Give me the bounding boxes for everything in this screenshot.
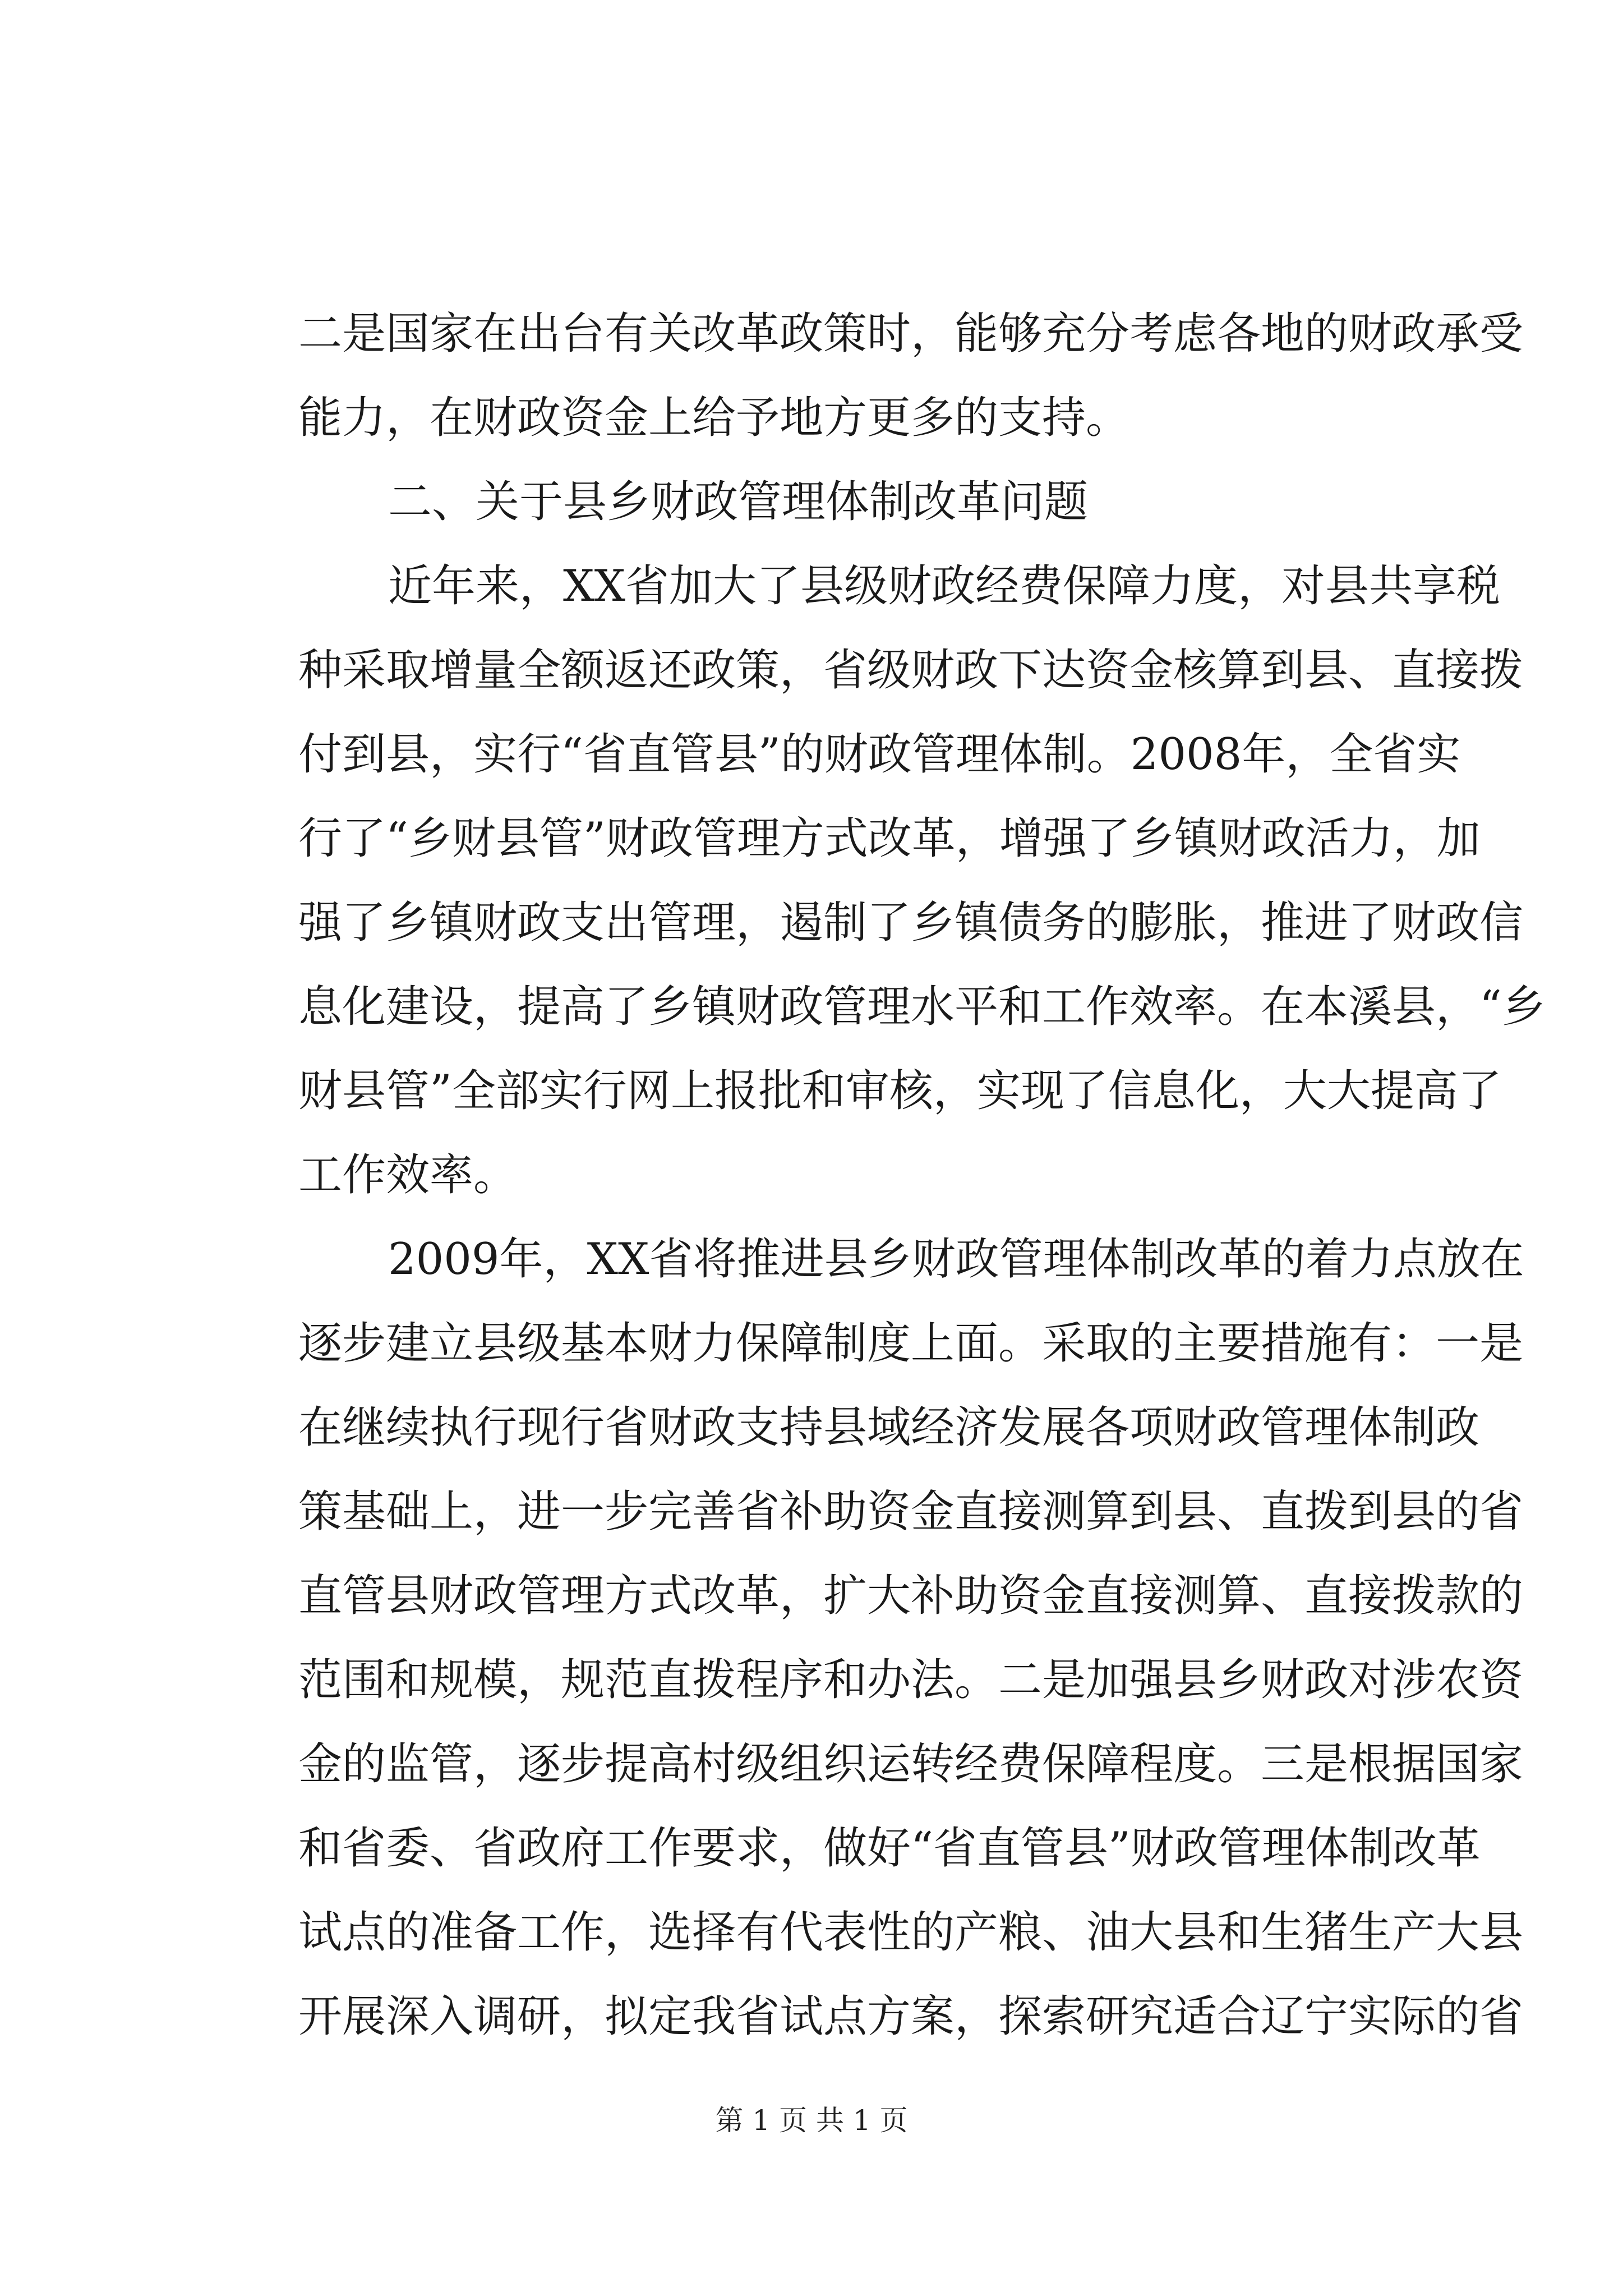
paragraph-line: 强了乡镇财政支出管理，遏制了乡镇债务的膨胀，推进了财政信 (298, 898, 1524, 948)
paragraph-line: 金的监管，逐步提高村级组织运转经费保障程度。三是根据国家 (298, 1739, 1524, 1789)
section-heading: 二、关于县乡财政管理体制改革问题 (388, 477, 1089, 527)
paragraph-line: 行了“乡财县管”财政管理方式改革，增强了乡镇财政活力，加 (298, 813, 1481, 864)
paragraph-line: 范围和规模，规范直拨程序和办法。二是加强县乡财政对涉农资 (298, 1655, 1524, 1705)
paragraph-line: 直管县财政管理方式改革，扩大补助资金直接测算、直接拨款的 (298, 1571, 1524, 1621)
page-footer: 第 1 页 共 1 页 (715, 2104, 908, 2137)
paragraph-line: 二是国家在出台有关改革政策时，能够充分考虑各地的财政承受 (298, 309, 1524, 359)
paragraph-line: 策基础上，进一步完善省补助资金直接测算到县、直拨到县的省 (298, 1487, 1524, 1537)
paragraph-line: 在继续执行现行省财政支持县域经济发展各项财政管理体制政 (298, 1402, 1480, 1453)
paragraph-line: 和省委、省政府工作要求，做好“省直管县”财政管理体制改革 (298, 1823, 1481, 1874)
paragraph-line: 逐步建立县级基本财力保障制度上面。采取的主要措施有：一是 (298, 1318, 1524, 1369)
paragraph-line: 近年来，XX省加大了县级财政经费保障力度，对县共享税 (388, 561, 1501, 611)
paragraph-line: 能力，在财政资金上给予地方更多的支持。 (298, 393, 1130, 443)
paragraph-line: 财县管”全部实行网上报批和审核，实现了信息化，大大提高了 (298, 1066, 1502, 1116)
paragraph-line: 付到县，实行“省直管县”的财政管理体制。2008年，全省实 (298, 729, 1461, 780)
paragraph-line: 工作效率。 (298, 1150, 518, 1200)
paragraph-line: 试点的准备工作，选择有代表性的产粮、油大县和生猪生产大县 (298, 1907, 1524, 1958)
paragraph-line: 2009年，XX省将推进县乡财政管理体制改革的着力点放在 (388, 1234, 1524, 1285)
paragraph-line: 息化建设，提高了乡镇财政管理水平和工作效率。在本溪县，“乡 (298, 982, 1546, 1032)
paragraph-line: 种采取增量全额返还政策，省级财政下达资金核算到县、直接拨 (298, 645, 1524, 696)
paragraph-line: 开展深入调研，拟定我省试点方案，探索研究适合辽宁实际的省 (298, 1991, 1524, 2042)
